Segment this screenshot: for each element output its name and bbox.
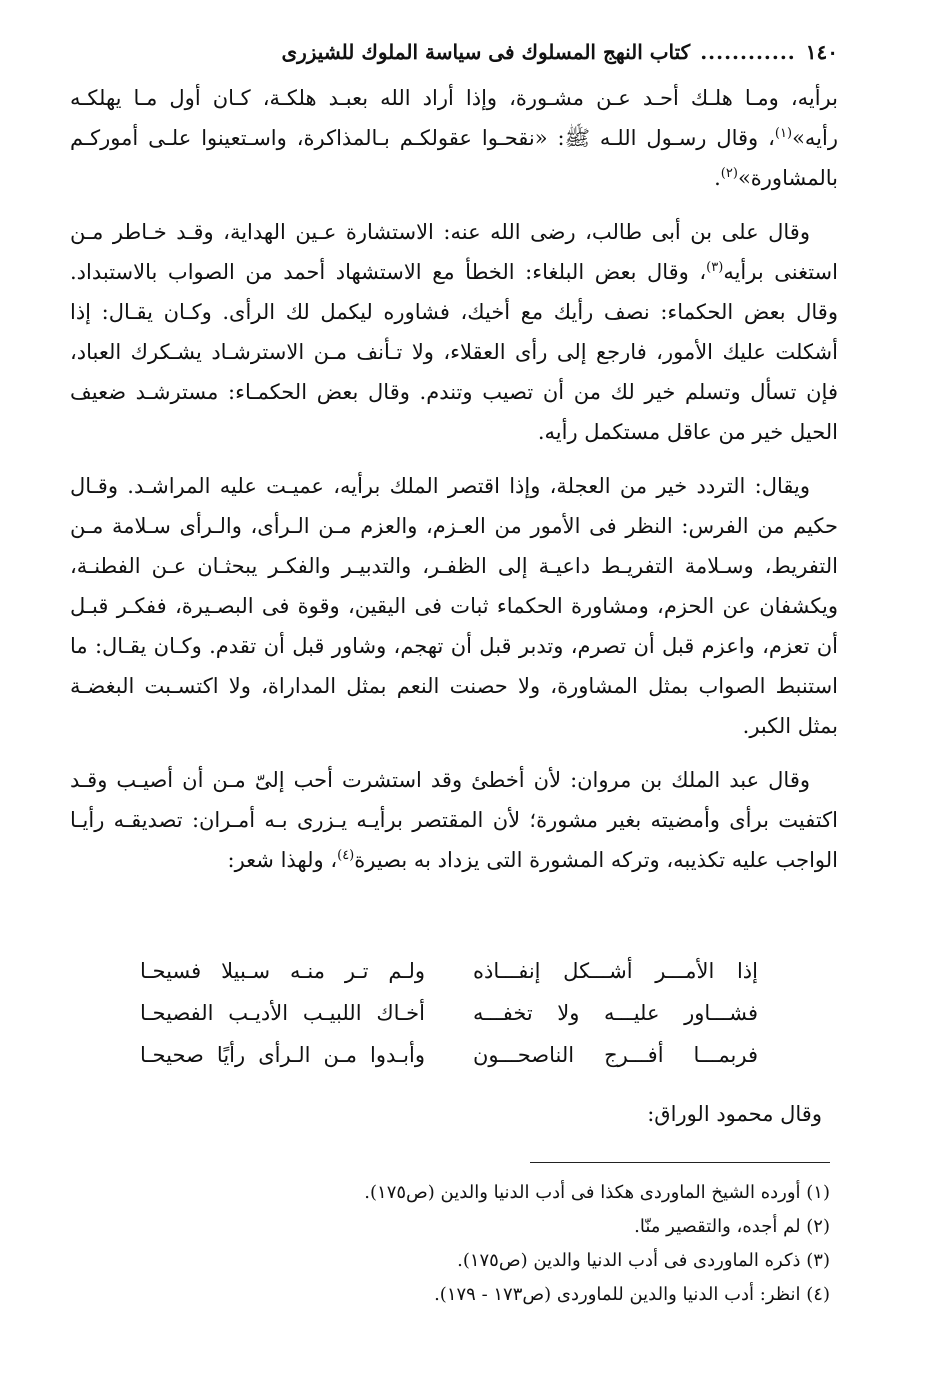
poem-verses: [140, 950, 758, 1076]
footnote: (٣) ذكره الماوردى فى أدب الدنيا والدين (ص١٧٥).: [457, 1250, 830, 1271]
verse-row: [140, 950, 758, 992]
verse-second-hemistich: أخـاك اللبيـب الأديـب الفصيحـا: [140, 1001, 425, 1025]
paragraph-text: وقال على بن أبى طالب، رضى الله عنه: الاستشارة عـين الهداية، وقـد خـاطر مـن استغنى برأيه: [70, 220, 838, 284]
body-text: [70, 78, 838, 880]
paragraph: [70, 760, 838, 880]
verse-second-hemistich: ولـم تـر منـه سـبيلا فسيحـا: [140, 959, 425, 983]
footnote-marker: (٢): [720, 166, 738, 181]
footnote-marker: (٣): [706, 260, 724, 275]
paragraph-text: ، وقال رسـول اللـه ﷺ: «نقحـوا عقولكـم بـالمذاكرة، واسـتعينوا علـى أموركـم بالمشاورة»: [70, 126, 838, 190]
closing-line: وقال محمود الوراق:: [647, 1102, 822, 1126]
page-number: ١٤٠: [805, 40, 838, 64]
verse-row: [140, 992, 758, 1034]
footnote: (١) أورده الشيخ الماوردى هكذا فى أدب الدنيا والدين (ص١٧٥).: [364, 1182, 830, 1203]
paragraph: [70, 78, 838, 198]
footnote-marker: (٤): [337, 848, 355, 863]
paragraph-text: برأيه، ومـا هلـك أحـد عـن مشـورة، وإذا أراد الله بعبـد هلكـة، كـان أول مـا يهلكـه رأيه»: [70, 86, 838, 150]
verse-first-hemistich: فشـــاور عليـــه ولا تخفـــه: [473, 1001, 758, 1025]
paragraph: [70, 212, 838, 452]
paragraph-text: وقال عبد الملك بن مروان: لأن أخطئ وقد استشرت أحب إلىّ مـن أن أصيـب وقـد اكتفيت برأى وأمضيته بغير مشورة؛ لأن المقتصر برأيـه يـزرى بـه أمـران: تصديقـه رأيـا الواجب عليه تكذيبه، وتركه المشورة التى يزداد به بصيرة: [70, 768, 838, 872]
paragraph: [70, 466, 838, 746]
paragraph-text: ، وقال بعض البلغاء: الخطأ مع الاستشهاد أحمد من الصواب بالاستبداد. وقال بعض الحكماء: نصف رأيك مع أخيك، فشاوره ليكمل لك الرأى. وكـان يقـال: إذا أشكلت عليك الأمور، فارجع إلى رأى العقلاء، ولا تـأنف مـن الاسترشـاد يشـكرك العباد، فإن تسأل وتسلم خير لك من أن تصيب وتندم. وقال بعض الحكمـاء: مسترشـد ضعيف الحيل خير من عاقل مستكمل رأيه.: [70, 260, 838, 444]
footnote: (٤) انظر: أدب الدنيا والدين للماوردى (ص١٧٣ - ١٧٩).: [434, 1284, 830, 1305]
running-header: [70, 34, 838, 70]
paragraph-text: ويقال: التردد خير من العجلة، وإذا اقتصر الملك برأيه، عميـت عليه المراشـد. وقـال حكيم من الفرس: النظر فى الأمور من العـزم، والعزم مـن الـرأى، والـرأى سـلامة مـن التفريط، وسـلامة التفريـط داعيـة إلى الظفـر، والتدبيـر والفكـر يبحثـان عـن الفطنـة، ويكشفان عن الحزم، ومشاورة الحكماء ثبات فى اليقين، وقوة فى البصـيرة، ففكـر قبـل أن تعزم، واعزم قبل أن تصرم، وتدبر قبل أن تهجم، وشاور قبل أن تقدم. وكـان يقـال: ما استنبط الصواب بمثل المشاورة، ولا حصنت النعم بمثل المداراة، ولا اكتسـبت البغضـة بمثل الكبر.: [70, 474, 838, 738]
footnote-marker: (١): [774, 126, 793, 141]
footnote: (٢) لم أجده، والتقصير منّا.: [634, 1216, 830, 1237]
paragraph-text: .: [714, 166, 721, 190]
verse-row: [140, 1034, 758, 1076]
book-title: كتاب النهج المسلوك فى سياسة الملوك للشيزرى: [281, 40, 691, 64]
paragraph-text: ، ولهذا شعر:: [227, 848, 338, 872]
verse-first-hemistich: إذا الأمـــر أشـــكل إنفـــاذه: [473, 959, 758, 983]
footnote-divider: [530, 1162, 830, 1163]
header-dots: ............: [700, 40, 796, 64]
verse-second-hemistich: وأبـدوا مـن الـرأى رأيًا صحيحـا: [140, 1043, 425, 1067]
footnotes: [70, 1176, 830, 1312]
verse-first-hemistich: فربمـــا أفـــرج الناصحـــون: [473, 1043, 758, 1067]
